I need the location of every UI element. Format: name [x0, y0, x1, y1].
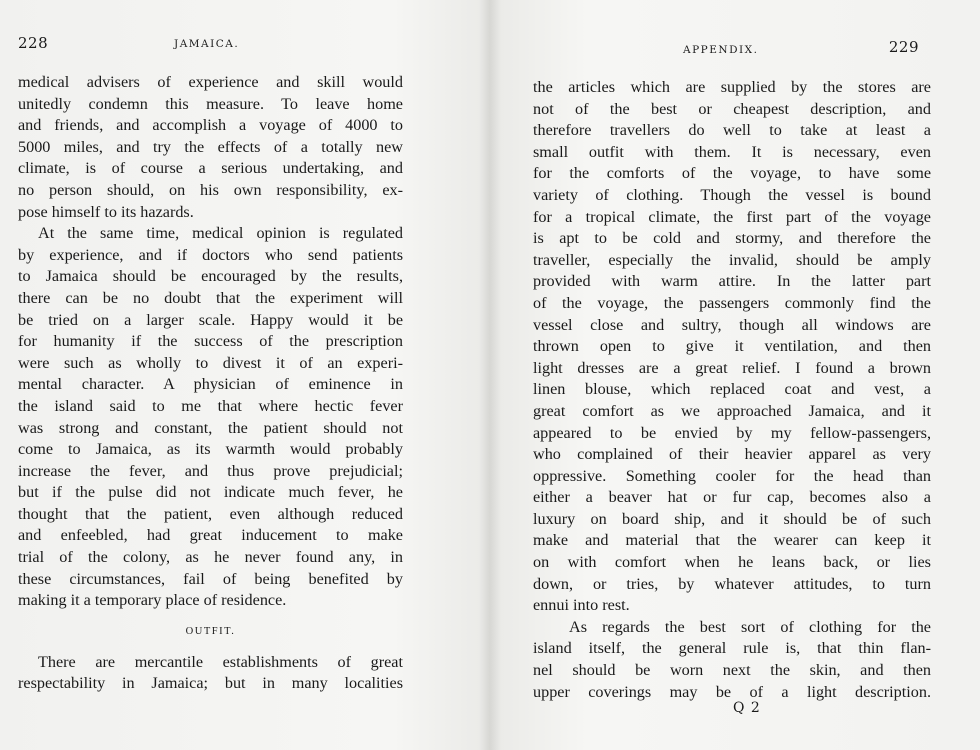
text-line: therefore travellers do well to take at least a — [533, 121, 931, 140]
right-page-number: 229 — [888, 38, 919, 56]
signature-mark: Q 2 — [733, 700, 761, 716]
text-line: down, or tries, by whatever attitudes, to turn — [533, 574, 931, 593]
text-line: provided with warm attire. In the latter part — [533, 272, 931, 291]
text-line: was strong and constant, the patient should not — [18, 418, 403, 437]
text-line: not of the best or cheapest description, and — [533, 99, 931, 118]
text-line: for the comforts of the voyage, to have some — [533, 164, 931, 183]
text-line: At the same time, medical opinion is regulated — [38, 224, 403, 243]
section-heading-outfit: OUTFIT. — [185, 625, 236, 637]
text-line: and enfeebled, had great inducement to make — [18, 526, 403, 545]
left-running-title: JAMAICA. — [174, 38, 240, 50]
text-line: is apt to be cold and stormy, and therefore the — [533, 229, 931, 248]
text-line: mental character. A physician of eminence in — [18, 375, 403, 394]
text-line: come to Jamaica, as its warmth would probably — [18, 440, 403, 459]
text-line: making it a temporary place of residence. — [18, 591, 287, 610]
right-running-title: APPENDIX. — [683, 44, 759, 56]
text-line: the articles which are supplied by the stores are — [533, 78, 931, 96]
text-line: upper coverings may be of a light description. — [533, 682, 931, 701]
text-line: light dresses are a great relief. I found a brown — [533, 358, 931, 377]
text-line: the island said to me that where hectic fever — [18, 396, 403, 415]
text-line: There are mercantile establishments of great — [38, 652, 403, 671]
text-line: either a beaver hat or fur cap, becomes also a — [533, 488, 931, 507]
right-running-head — [533, 38, 933, 68]
text-line: for humanity if the success of the prescription — [18, 332, 403, 351]
text-line: ennui into rest. — [533, 596, 630, 615]
text-line: As regards the best sort of clothing for the — [569, 617, 931, 636]
text-line: who complained of their heavier apparel as very — [533, 445, 931, 464]
text-line: increase the fever, and thus prove prejudicial; — [18, 461, 403, 480]
text-line: great comfort as we approached Jamaica, and it — [533, 401, 931, 420]
left-page-number: 228 — [18, 34, 49, 52]
text-line: were such as wholly to divest it of an experi- — [18, 353, 403, 372]
text-line: luxury on board ship, and it should be of such — [533, 509, 931, 528]
text-line: thrown open to give it ventilation, and then — [533, 337, 931, 356]
text-line: nel should be worn next the skin, and then — [533, 661, 931, 680]
right-body-text — [533, 77, 931, 703]
text-line: but if the pulse did not indicate much fever, he — [18, 483, 403, 502]
text-line: no person should, on his own responsibility, ex- — [18, 180, 403, 199]
text-line: on with comfort when he leans back, or lies — [533, 553, 931, 572]
text-line: to Jamaica should be encouraged by the results, — [18, 267, 403, 286]
text-line: island itself, the general rule is, that thin flan- — [533, 639, 931, 658]
text-line: be tried on a larger scale. Happy would it be — [18, 310, 403, 329]
text-line: these circumstances, fail of being benefited by — [18, 569, 403, 588]
book-gutter — [478, 0, 502, 750]
text-line: medical advisers of experience and skill would — [18, 73, 403, 91]
left-running-head — [16, 34, 406, 64]
text-line: respectability in Jamaica; but in many localities — [18, 674, 403, 693]
text-line: linen blouse, which replaced coat and vest, a — [533, 380, 931, 399]
text-line: trial of the colony, as he never found any, in — [18, 548, 403, 567]
text-line: thought that the patient, even although reduced — [18, 504, 403, 523]
text-line: climate, is of course a serious undertaking, and — [18, 159, 403, 178]
text-line: of the voyage, the passengers commonly find the — [533, 293, 931, 312]
text-line: and friends, and accomplish a voyage of 4000 to — [18, 116, 403, 135]
text-line: 5000 miles, and try the effects of a totally new — [18, 137, 403, 156]
text-line: for a tropical climate, the first part of the voyage — [533, 207, 931, 226]
text-line: oppressive. Something cooler for the head than — [533, 466, 931, 485]
text-line: small outfit with them. It is necessary, even — [533, 142, 931, 161]
text-line: traveller, especially the invalid, should be amply — [533, 250, 931, 269]
left-page — [16, 0, 406, 750]
text-line: make and material that the wearer can keep it — [533, 531, 931, 550]
text-line: unitedly condemn this measure. To leave home — [18, 94, 403, 113]
text-line: pose himself to its hazards. — [18, 202, 194, 221]
text-line: by experience, and if doctors who send patients — [18, 245, 403, 264]
left-body-text — [18, 72, 403, 695]
right-page — [533, 0, 933, 750]
text-line: variety of clothing. Though the vessel is bound — [533, 185, 931, 204]
text-line: appeared to be envied by my fellow-passengers, — [533, 423, 931, 442]
text-line: vessel close and sultry, though all windows are — [533, 315, 931, 334]
text-line: there can be no doubt that the experiment will — [18, 288, 403, 307]
